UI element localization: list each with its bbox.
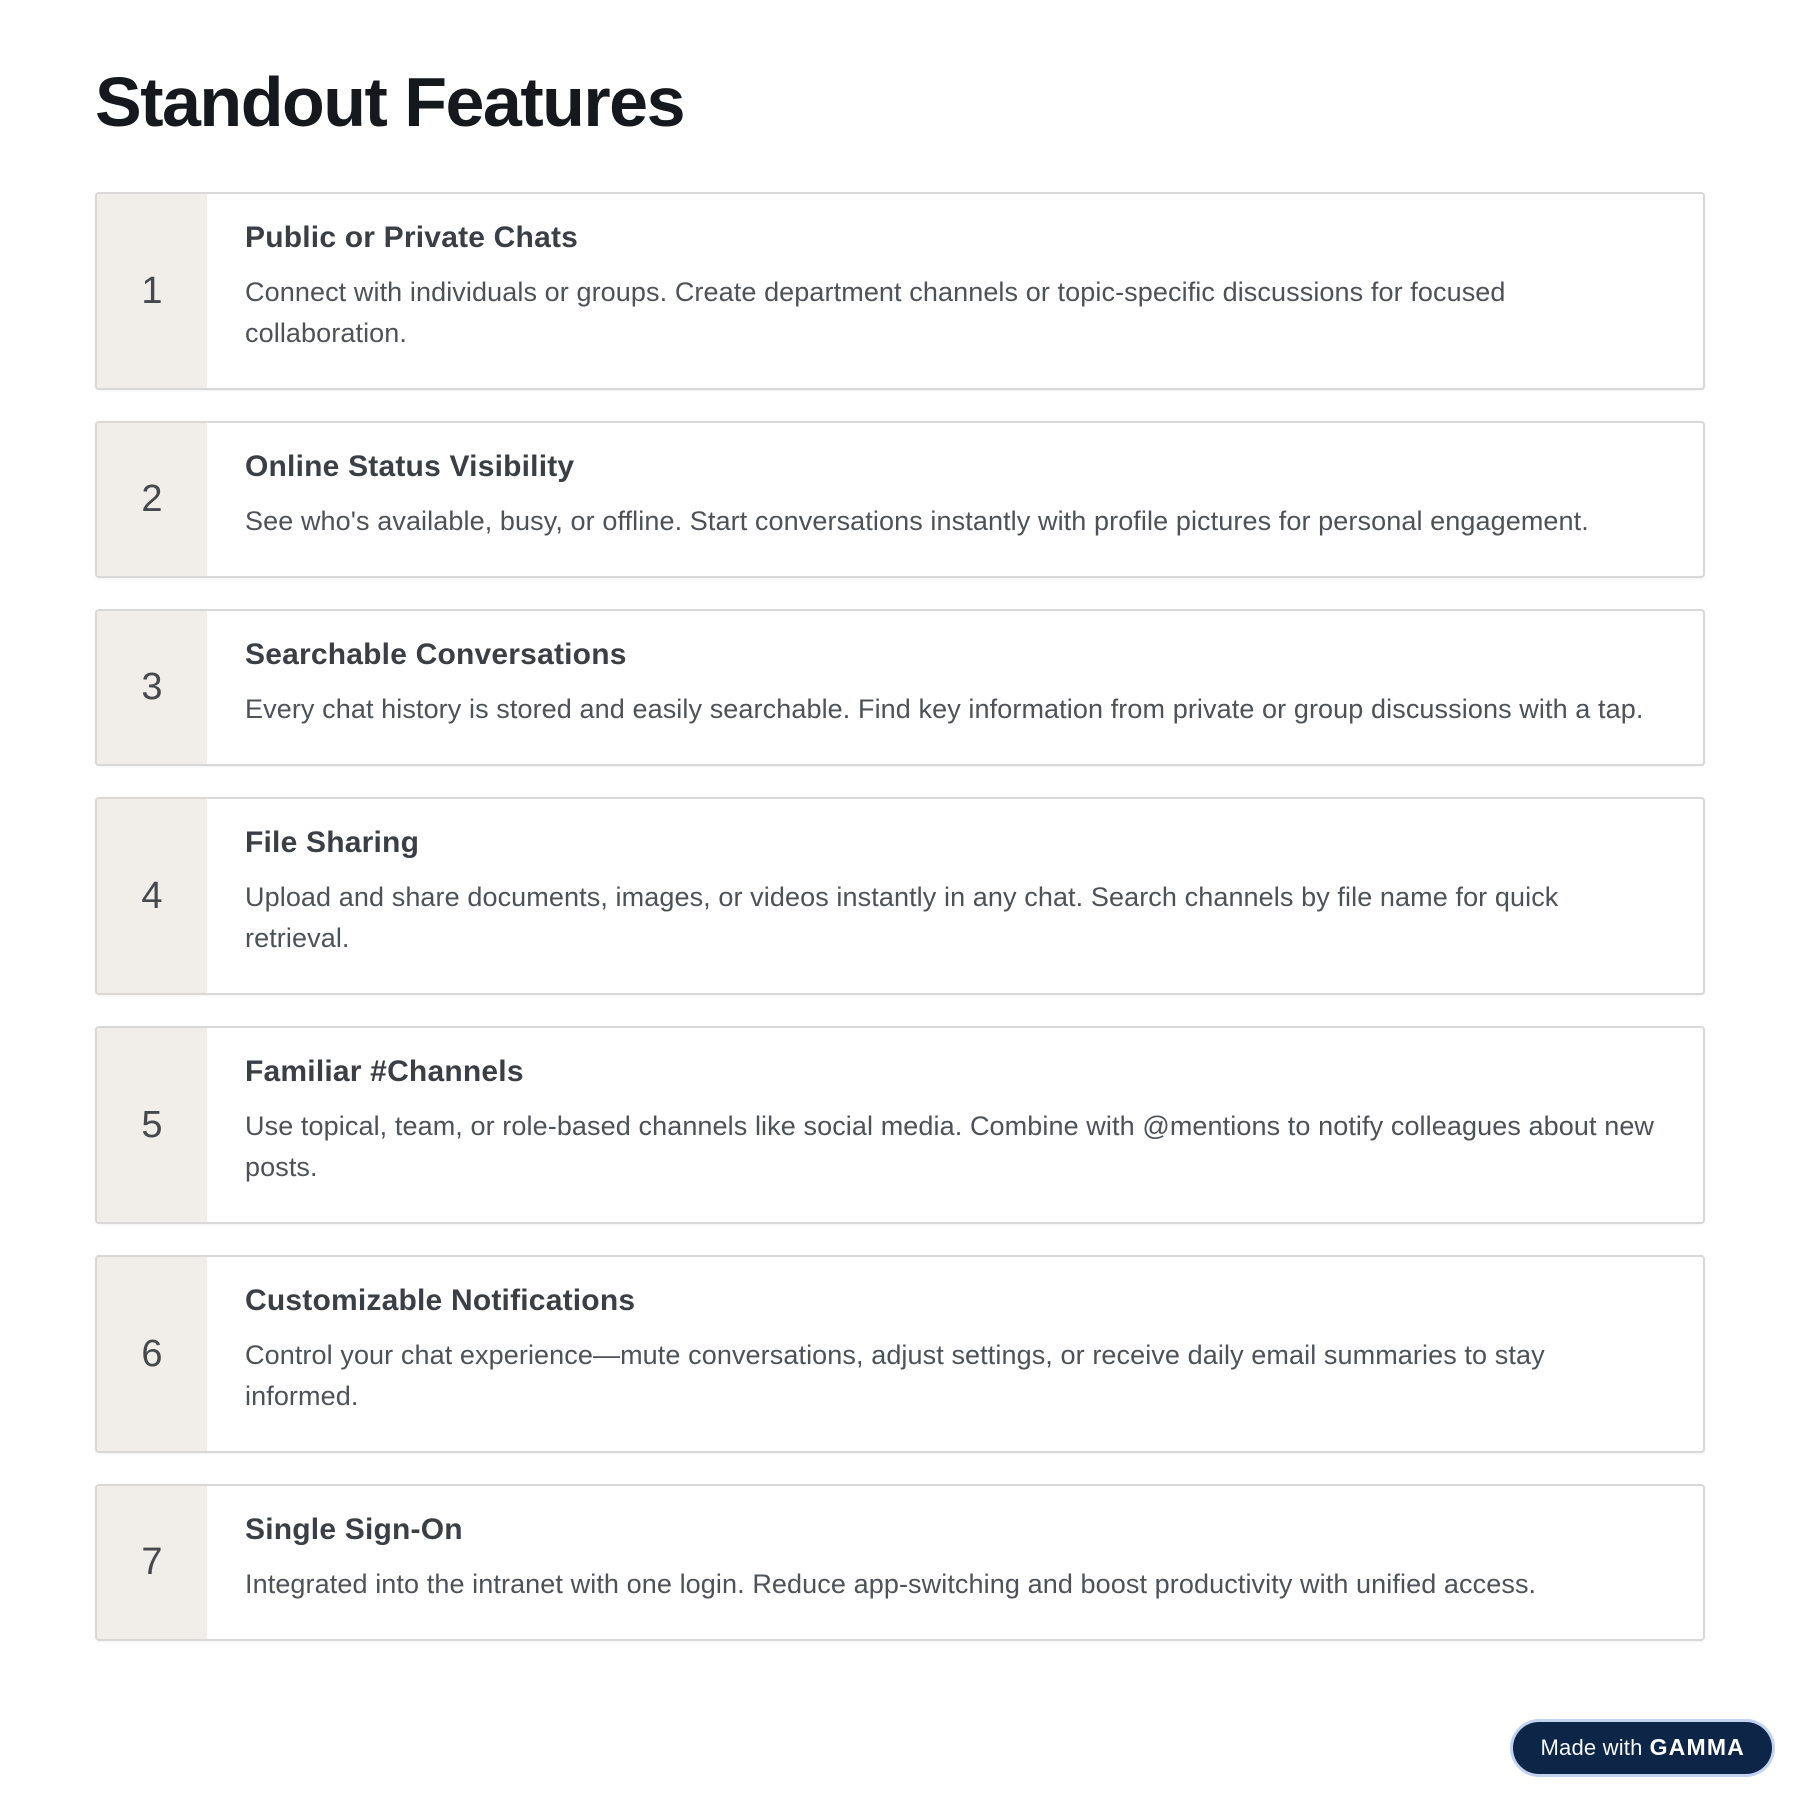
feature-card <box>95 192 1705 390</box>
feature-number: 5 <box>141 1103 163 1146</box>
feature-card <box>95 1484 1705 1641</box>
feature-content <box>207 1028 1703 1222</box>
page-title: Standout Features <box>95 63 685 141</box>
feature-description: Every chat history is stored and easily searchable. Find key information from private or group discussions with a tap. <box>245 694 1644 724</box>
feature-number: 7 <box>141 1541 163 1583</box>
features-list <box>95 192 1705 1641</box>
feature-card <box>95 797 1705 995</box>
feature-card <box>95 421 1705 578</box>
made-with-label: Made with <box>1540 1734 1643 1760</box>
feature-number: 2 <box>141 478 163 520</box>
feature-number-cell <box>97 1257 207 1451</box>
feature-number-cell <box>97 194 207 388</box>
feature-number: 1 <box>141 269 163 312</box>
feature-number-cell <box>97 799 207 993</box>
made-with-gamma-badge[interactable] <box>1513 1722 1772 1774</box>
feature-title: File Sharing <box>245 826 420 859</box>
feature-content <box>207 423 1703 576</box>
feature-description: Upload and share documents, images, or videos instantly in any chat. Search channels by file name for quick retrieval. <box>245 882 1559 953</box>
feature-content <box>207 1486 1703 1639</box>
feature-description: Integrated into the intranet with one login. Reduce app-switching and boost productivity with unified access. <box>245 1569 1537 1599</box>
feature-content <box>207 1257 1703 1451</box>
feature-title: Searchable Conversations <box>245 638 627 671</box>
feature-number-cell <box>97 423 207 576</box>
feature-number: 4 <box>141 874 163 917</box>
feature-content <box>207 799 1703 993</box>
feature-number-cell <box>97 611 207 764</box>
feature-content <box>207 194 1703 388</box>
feature-card <box>95 1255 1705 1453</box>
feature-number-cell <box>97 1486 207 1639</box>
feature-number-cell <box>97 1028 207 1222</box>
feature-description: Use topical, team, or role-based channels like social media. Combine with @mentions to notify colleagues about new posts. <box>245 1111 1655 1182</box>
feature-title: Public or Private Chats <box>245 221 579 254</box>
feature-title: Customizable Notifications <box>245 1284 636 1317</box>
feature-card <box>95 609 1705 766</box>
feature-number: 6 <box>141 1332 163 1375</box>
feature-description: Control your chat experience—mute conversations, adjust settings, or receive daily email summaries to stay informed. <box>245 1340 1545 1411</box>
feature-title: Single Sign-On <box>245 1513 463 1546</box>
feature-content <box>207 611 1703 764</box>
gamma-logo: GAMMA <box>1649 1734 1745 1760</box>
feature-description: Connect with individuals or groups. Create department channels or topic-specific discussions for focused collaboration. <box>245 277 1506 348</box>
feature-title: Familiar #Channels <box>245 1055 524 1088</box>
feature-number: 3 <box>141 666 163 708</box>
feature-title: Online Status Visibility <box>245 450 575 483</box>
feature-description: See who's available, busy, or offline. Start conversations instantly with profile pictures for personal engagement. <box>245 506 1589 536</box>
feature-card <box>95 1026 1705 1224</box>
